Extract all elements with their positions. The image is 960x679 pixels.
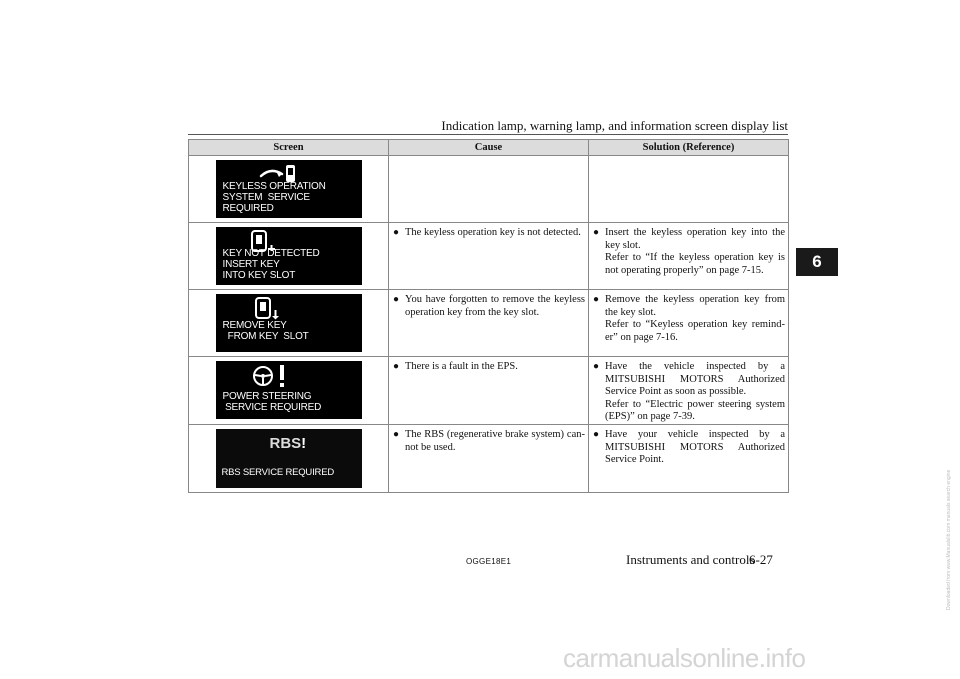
bullet-icon: ● (393, 361, 400, 372)
cause-cell (389, 156, 589, 223)
display-screen (216, 160, 362, 218)
rbs-icon-label: RBS (269, 434, 302, 452)
screen-text-line: INTO KEY SLOT (222, 270, 296, 281)
screen-text-line: POWER STEERING (222, 391, 312, 402)
display-screen (216, 294, 362, 352)
solution-reference: Refer to “Keyless operation key remind-er” on page 7-16. (605, 319, 785, 343)
cause-cell (389, 424, 589, 492)
screen-text-line: SERVICE REQUIRED (222, 402, 322, 413)
footer-section-title: Instruments and controls (626, 552, 755, 567)
screen-text-line: INSERT KEY (222, 259, 280, 270)
list-item (589, 425, 788, 467)
solution-cell (589, 156, 789, 223)
column-header-screen: Screen (189, 140, 389, 156)
list-item (389, 425, 588, 454)
cause-text: The RBS (regenerative brake system) can-not be used. (405, 428, 585, 453)
cause-cell (389, 357, 589, 425)
table-header-row (189, 140, 789, 156)
header-rule (188, 134, 788, 135)
solution-reference: Refer to “If the keyless operation key is not operating properly” on page 7-15. (605, 252, 785, 276)
document-code: OGGE18E1 (466, 557, 512, 566)
screen-cell (189, 290, 389, 357)
side-url-text: Downloaded from www.Manualslib.com manuals search engine (946, 469, 952, 610)
screen-text-line: FROM KEY SLOT (222, 331, 309, 342)
screen-text-line: SYSTEM SERVICE (222, 192, 310, 203)
table-row (189, 223, 789, 290)
table-row (189, 424, 789, 492)
cause-text: The keyless operation key is not detected. (405, 227, 581, 238)
bullet-icon: ● (393, 428, 400, 440)
bullet-icon: ● (593, 227, 600, 238)
bullet-icon: ● (393, 294, 400, 305)
list-item (589, 290, 788, 344)
solution-text: Have your vehicle inspected by a MITSUBISHI MOTORS Authorized Service Point. (605, 428, 785, 466)
screen-text-line: RBS SERVICE REQUIRED (221, 466, 334, 478)
watermark: carmanualsonline.info (563, 643, 806, 673)
bullet-icon: ● (593, 361, 600, 372)
solution-cell (589, 424, 789, 492)
display-list-table (188, 139, 789, 493)
screen-cell (189, 156, 389, 223)
list-item (389, 357, 588, 374)
screen-cell (189, 223, 389, 290)
solution-text: Remove the keyless operation key from the key slot. (605, 294, 785, 318)
solution-cell (589, 357, 789, 425)
key-remove-icon (252, 296, 282, 320)
display-screen (216, 227, 362, 285)
solution-text: Insert the keyless operation key into the key slot. (605, 227, 785, 251)
solution-reference: Refer to “Electric power steering system (EPS)” on page 7-39. (605, 398, 785, 423)
list-item (589, 357, 788, 424)
display-screen (216, 429, 362, 488)
chapter-tab: 6 (796, 248, 838, 276)
cause-cell (389, 223, 589, 290)
screen-text-line: KEYLESS OPERATION (222, 181, 326, 192)
exclamation-icon: ! (301, 434, 307, 452)
page-header-title: Indication lamp, warning lamp, and information screen display list (441, 118, 788, 133)
list-item (389, 223, 588, 240)
table-row (189, 290, 789, 357)
table-row (189, 357, 789, 425)
list-item (389, 290, 588, 319)
screen-text-line: KEY NOT DETECTED (222, 248, 320, 259)
table-row (189, 156, 789, 223)
bullet-icon: ● (593, 294, 600, 305)
screen-cell (189, 424, 389, 492)
solution-cell (589, 290, 789, 357)
column-header-cause: Cause (389, 140, 589, 156)
screen-text-line: REQUIRED (222, 203, 274, 214)
cause-cell (389, 290, 589, 357)
display-screen (216, 361, 362, 419)
screen-text-line: REMOVE KEY (222, 320, 287, 331)
cause-text: There is a fault in the EPS. (405, 361, 518, 372)
steering-warning-icon (252, 364, 292, 388)
solution-cell (589, 223, 789, 290)
bullet-icon: ● (593, 428, 600, 440)
cause-text: You have forgotten to remove the keyless operation key from the key slot. (405, 294, 585, 318)
bullet-icon: ● (393, 227, 400, 238)
column-header-solution: Solution (Reference) (589, 140, 789, 156)
list-item (589, 223, 788, 277)
rbs-warning-icon (270, 435, 307, 453)
solution-text: Have the vehicle inspected by a MITSUBISHI MOTORS Authorized Service Point as soon as possible. (605, 361, 785, 398)
page-number: 6-27 (749, 552, 773, 567)
screen-cell (189, 357, 389, 425)
